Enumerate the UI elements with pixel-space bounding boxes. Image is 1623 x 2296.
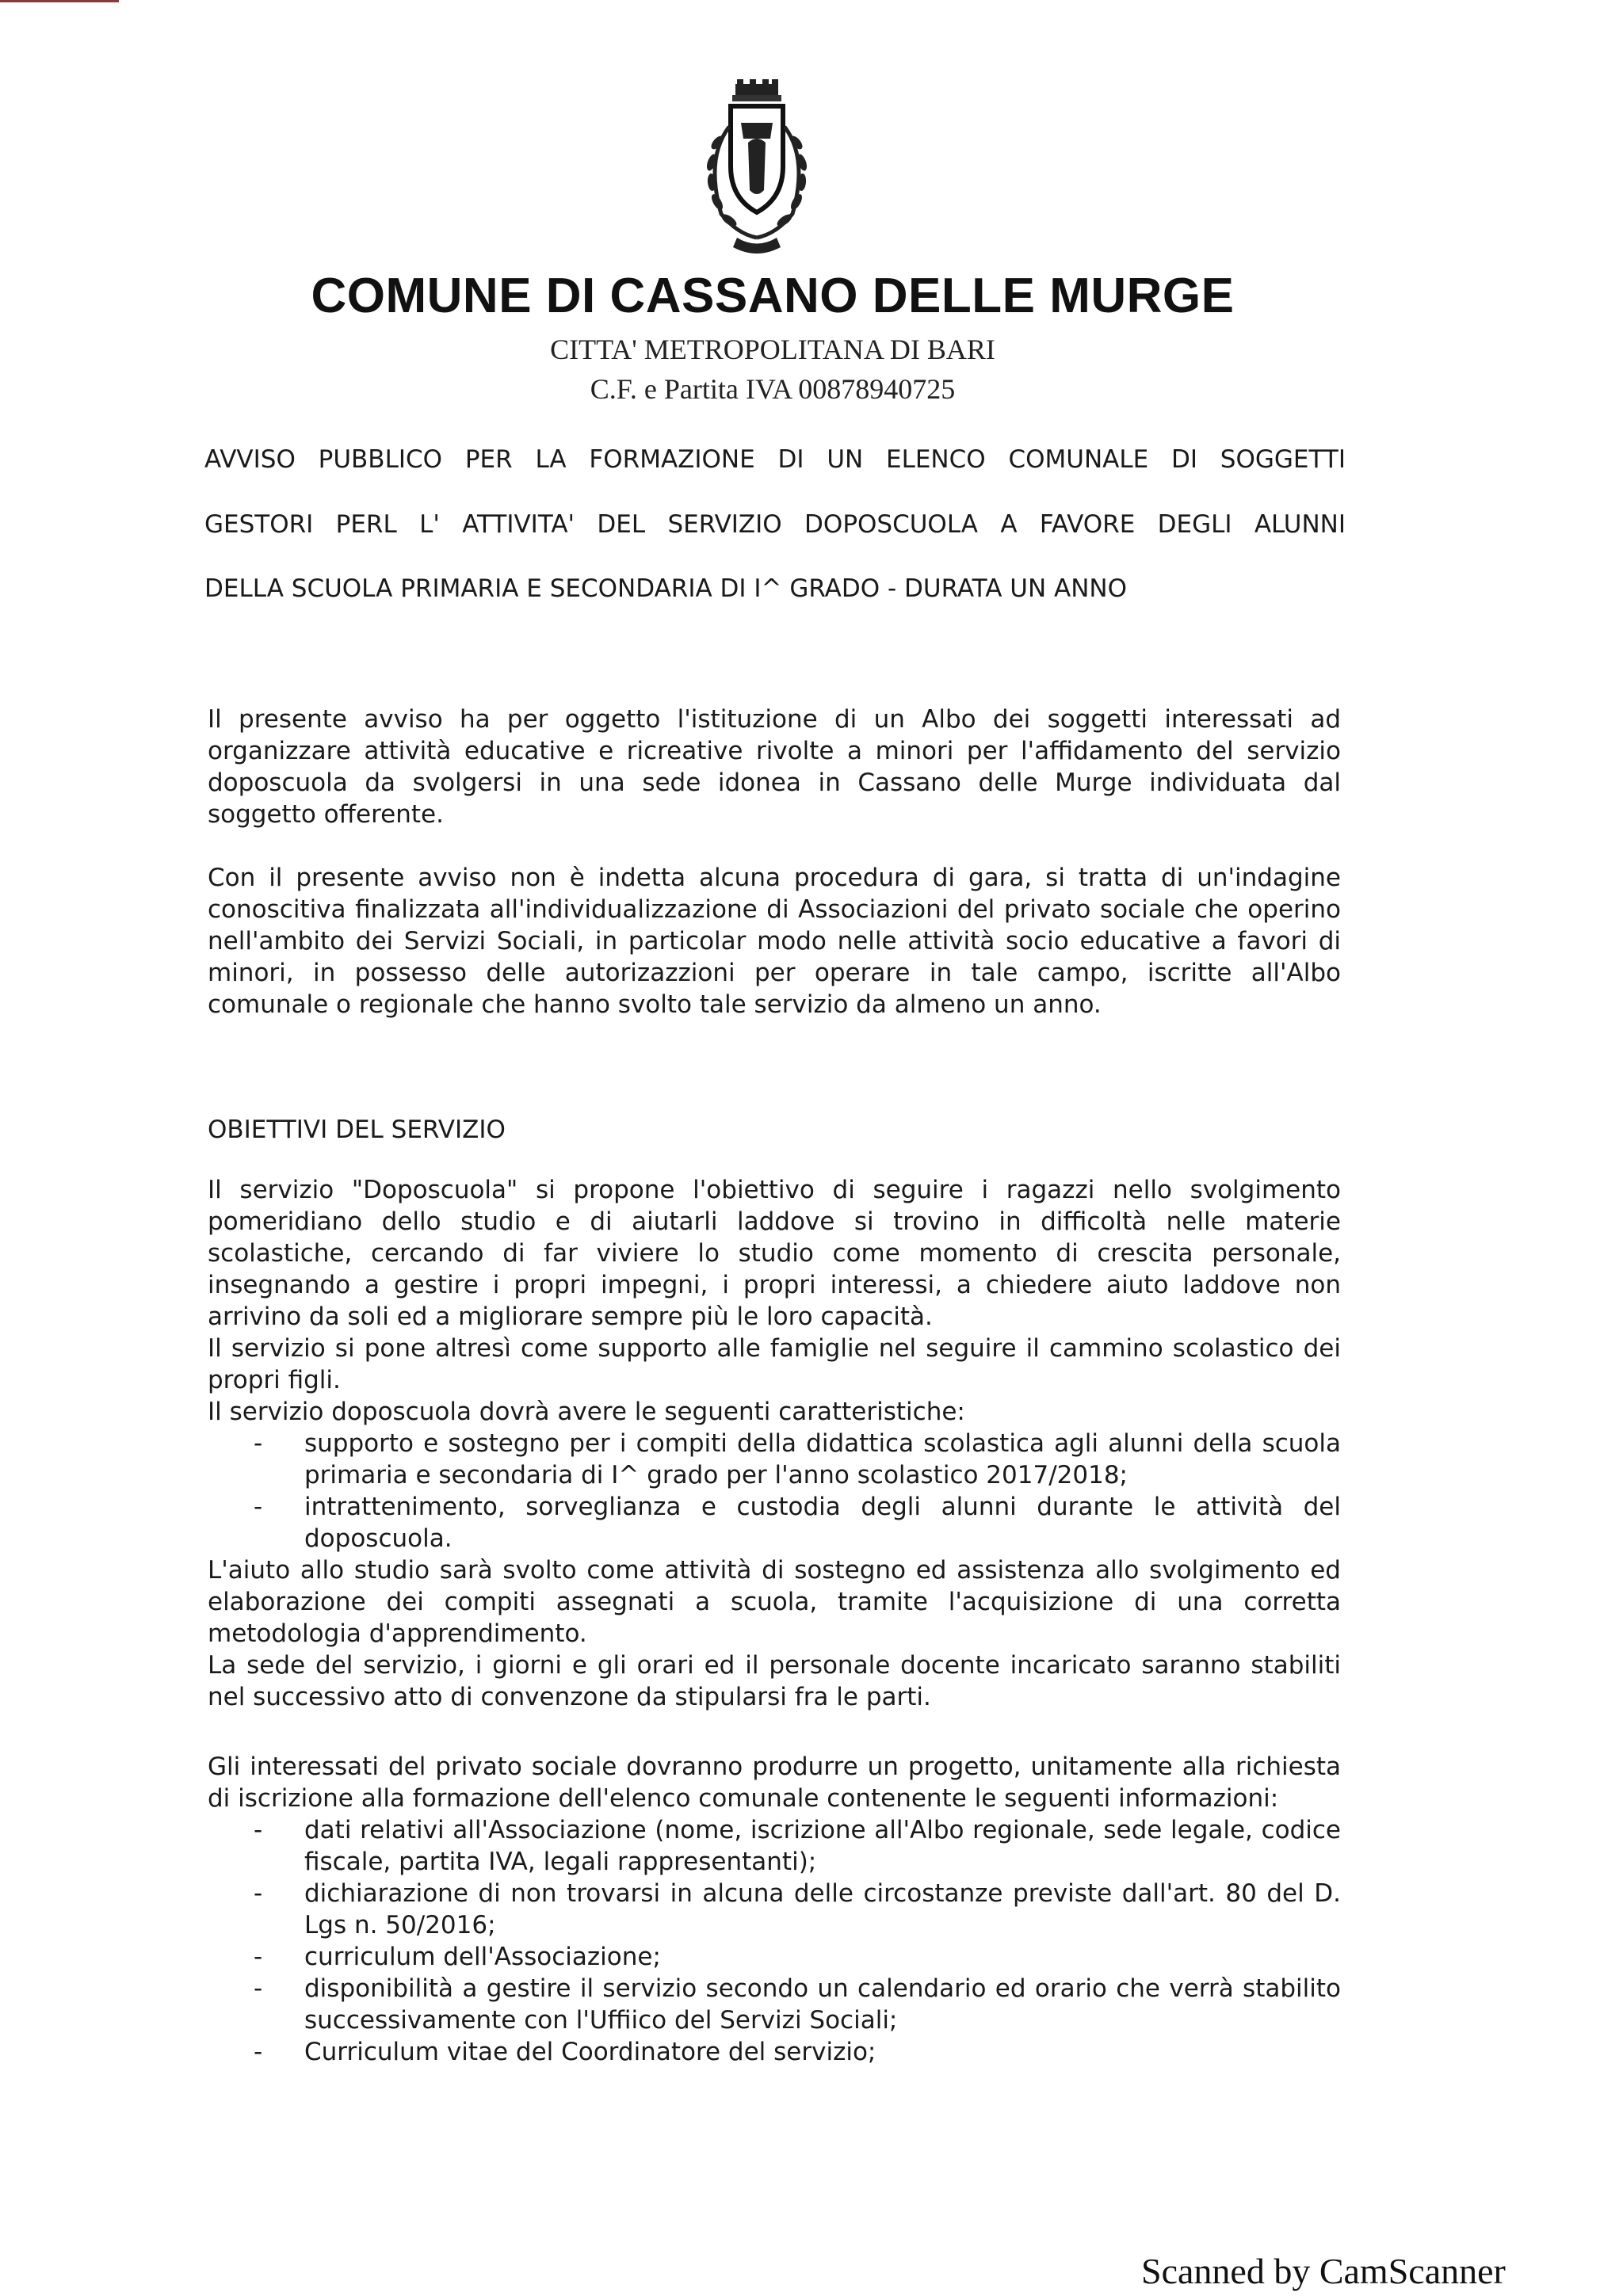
list-dash: - [254,2038,263,2066]
list-item [208,1973,1341,2036]
objectives-section [208,1174,1341,1713]
municipal-crest-icon [682,79,832,257]
list-dash: - [254,1493,263,1521]
objectives-paragraph-1: Il servizio "Doposcuola" si propone l'obiettivo di seguire i ragazzi nello svolgimento pomeridiano dello studio e di aiutarli laddove si trovino in difficoltà nelle materie scolastiche, cercando di far viviere lo studio come momento di crescita personale, insegnando a gestire i propri impegni, i propri interessi, a chiedere aiuto laddove non arrivino da soli ed a migliorare sempre più le loro capacità. [208,1176,1341,1331]
notice-title-line-1: AVVISO PUBBLICO PER LA FORMAZIONE DI UN ELENCO COMUNALE DI SOGGETTI [204,445,1346,474]
objectives-paragraph-3: Il servizio doposcuola dovrà avere le seguenti caratteristiche: [208,1398,965,1426]
list-item [208,1878,1341,1941]
list-item-text: intrattenimento, sorveglianza e custodia degli alunni durante le attività del doposcuola. [304,1493,1341,1553]
metropolitan-city: CITTA' METROPOLITANA DI BARI [550,334,995,365]
section-heading-objectives: OBIETTIVI DEL SERVIZIO [208,1116,506,1144]
municipality-name: COMUNE DI CASSANO DELLE MURGE [311,269,1235,323]
requirements-list [208,1814,1341,2068]
list-item-text: Curriculum vitae del Coordinatore del servizio; [304,2038,876,2066]
objectives-paragraph-2: Il servizio si pone altresì come supporto alle famiglie nel seguire il cammino scolastico dei propri figli. [208,1334,1341,1394]
scan-edge-mark [0,0,119,2]
list-item-text: curriculum dell'Associazione; [304,1943,661,1971]
objectives-paragraph-4: L'aiuto allo studio sarà svolto come attività di sostegno ed assistenza allo svolgimento ed elaborazione dei compiti assegnati a scuola, tramite l'acquisizione di una corretta metodologia d'apprendimento. [208,1556,1341,1648]
list-dash: - [254,1816,263,1844]
list-item [208,1941,1341,1973]
list-dash: - [254,1879,263,1908]
list-item [208,1428,1341,1491]
list-item-text: dati relativi all'Associazione (nome, iscrizione all'Albo regionale, sede legale, codice fiscale, partita IVA, legali rappresentanti); [304,1816,1341,1876]
requirements-section [208,1751,1341,2068]
list-item-text: supporto e sostegno per i compiti della didattica scolastica agli alunni della scuola primaria e secondaria di I^ grado per l'anno scolastico 2017/2018; [304,1429,1341,1489]
list-dash: - [254,1943,263,1971]
intro-paragraph-2: Con il presente avviso non è indetta alcuna procedura di gara, si tratta di un'indagine conoscitiva finalizzata all'individualizzazione di Associazioni del privato sociale che operino nell'ambito dei Servizi Sociali, in particolar modo nelle attività socio educative a favori di minori, in possesso delle autorizazzioni per operare in tale campo, iscritte all'Albo comunale o regionale che hanno svolto tale servizio da almeno un anno. [208,864,1341,1019]
notice-title-line-3: DELLA SCUOLA PRIMARIA E SECONDARIA DI I^ GRADO - DURATA UN ANNO [204,574,1127,603]
list-dash: - [254,1974,263,2003]
list-item-text: dichiarazione di non trovarsi in alcuna delle circostanze previste dall'art. 80 del D. Lgs n. 50/2016; [304,1879,1341,1939]
list-item [208,1814,1341,1878]
intro-paragraph-1: Il presente avviso ha per oggetto l'istituzione di un Albo dei soggetti interessati ad organizzare attività educative e ricreative rivolte a minori per l'affidamento del servizio doposcuola da svolgersi in una sede idonea in Cassano delle Murge individuata dal soggetto offerente. [208,705,1341,829]
list-item-text: disponibilità a gestire il servizio secondo un calendario ed orario che verrà stabilito successivamente con l'Uffiico del Servizi Sociali; [304,1974,1341,2035]
features-list [208,1428,1341,1554]
scanner-watermark: Scanned by CamScanner [1141,2251,1506,2291]
list-dash: - [254,1429,263,1458]
objectives-paragraph-5: La sede del servizio, i giorni e gli orari ed il personale docente incaricato saranno stabiliti nel successivo atto di convenzone da stipularsi fra le parti. [208,1651,1341,1711]
list-item [208,1491,1341,1554]
list-item [208,2036,1341,2068]
notice-title-line-2: GESTORI PERL L' ATTIVITA' DEL SERVIZIO DOPOSCUOLA A FAVORE DEGLI ALUNNI [204,510,1346,539]
tax-code: C.F. e Partita IVA 00878940725 [590,373,956,405]
requirements-intro: Gli interessati del privato sociale dovranno produrre un progetto, unitamente alla richiesta di iscrizione alla formazione dell'elenco comunale contenente le seguenti informazioni: [208,1753,1341,1813]
